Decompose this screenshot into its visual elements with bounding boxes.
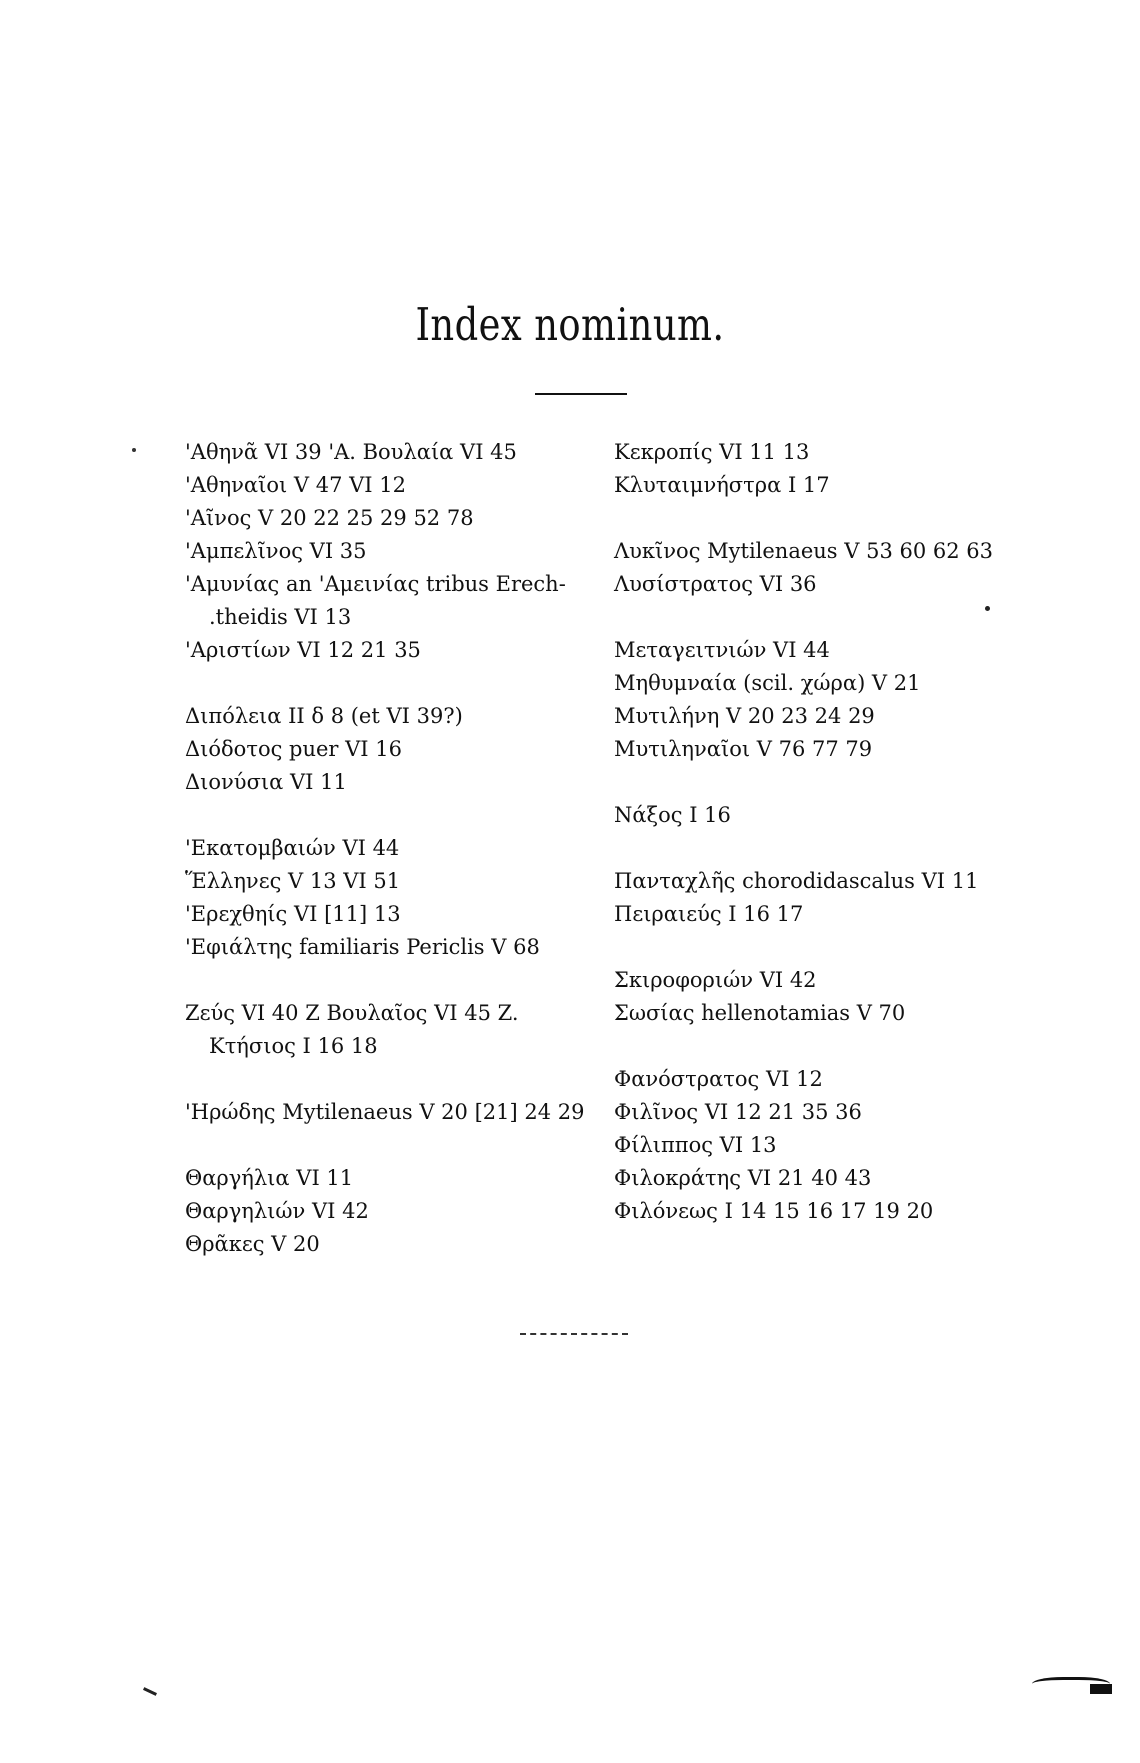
index-column-right [614,436,1014,1261]
index-entry: Φιλοκράτης VI 21 40 43 [614,1166,872,1190]
index-entry: Φανόστρατος VI 12 [614,1067,823,1091]
index-entry: Ζεύς VI 40 Z Βουλαῖος VI 45 Z. [185,1001,519,1025]
index-group-alpha [185,436,585,667]
index-entry: Φιλόνεως I 14 15 16 17 19 20 [614,1199,934,1223]
index-group-theta [185,1162,585,1261]
index-entry: Μυτιλήνη V 20 23 24 29 [614,704,875,728]
index-entry: 'Αθηνᾶ VI 39 'A. Βουλαία VI 45 [185,440,517,464]
index-group-zeta [185,997,585,1063]
scan-mark-right-blot [1090,1684,1112,1694]
index-entry: Πειραιεύς I 16 17 [614,902,804,926]
index-group-eta [185,1096,585,1129]
index-entry: Θρᾶκες V 20 [185,1232,320,1256]
index-group-phi [614,1063,1014,1228]
index-entry: Διονύσια VI 11 [185,770,347,794]
scan-mark-left [143,1687,157,1696]
index-group-sigma [614,964,1014,1030]
index-entry: Διπόλεια II δ 8 (et VI 39?) [185,704,463,728]
index-group-epsilon [185,832,585,964]
index-entry: Νάξος I 16 [614,803,731,827]
index-entry: Κλυταιμνήστρα I 17 [614,473,830,497]
index-entry: Μυτιληναῖοι V 76 77 79 [614,737,873,761]
index-entry: 'Εφιάλτης familiaris Periclis V 68 [185,935,540,959]
index-entry: 'Ερεχθηίς VI [11] 13 [185,902,401,926]
index-entry: 'Αριστίων VI 12 21 35 [185,638,421,662]
index-entry: Σκιροφοριών VI 42 [614,968,817,992]
index-entry: Λυκῖνος Mytilenaeus V 53 60 62 63 [614,539,994,563]
index-entry: Μηθυμναία (scil. χώρα) V 21 [614,671,921,695]
index-group-delta [185,700,585,799]
index-entry: Διόδοτος puer VI 16 [185,737,402,761]
index-entry-continuation: Κτήσιος I 16 18 [209,1034,378,1058]
index-entry: Θαργήλια VI 11 [185,1166,354,1190]
index-entry-continuation: .theidis VI 13 [209,605,352,629]
index-group-pi [614,865,1014,931]
index-entry: Μεταγειτνιών VI 44 [614,638,830,662]
index-column-left [185,436,585,1294]
title-rule [535,393,627,395]
index-entry: 'Αμπελῖνος VI 35 [185,539,367,563]
index-group-nu [614,799,1014,832]
index-entry: Φιλῖνος VI 12 21 35 36 [614,1100,862,1124]
index-entry: 'Αθηναῖοι V 47 VI 12 [185,473,406,497]
end-rule [520,1333,628,1335]
index-entry: 'Αῖνος V 20 22 25 29 52 78 [185,506,474,530]
index-entry: 'Εκατομβαιών VI 44 [185,836,400,860]
index-entry: Ἕλληνες V 13 VI 51 [185,869,401,893]
index-entry: 'Αμυνίας an 'Αμεινίας tribus Erech- [185,572,566,596]
index-entry: Θαργηλιών VI 42 [185,1199,369,1223]
index-entry: Λυσίστρατος VI 36 [614,572,817,596]
index-entry: 'Ηρώδης Mytilenaeus V 20 [21] 24 29 [185,1100,585,1124]
index-entry: Κεκροπίς VI 11 13 [614,440,810,464]
margin-dot [132,448,136,452]
index-group-lambda [614,535,1014,601]
index-entry: Φίλιππος VI 13 [614,1133,777,1157]
page-title: Index nominum. [415,298,725,351]
index-group-mu [614,634,1014,766]
index-entry: Πανταχλῆς chorodidascalus VI 11 [614,869,979,893]
index-entry: Σωσίας hellenotamias V 70 [614,1001,906,1025]
index-group-kappa [614,436,1014,502]
